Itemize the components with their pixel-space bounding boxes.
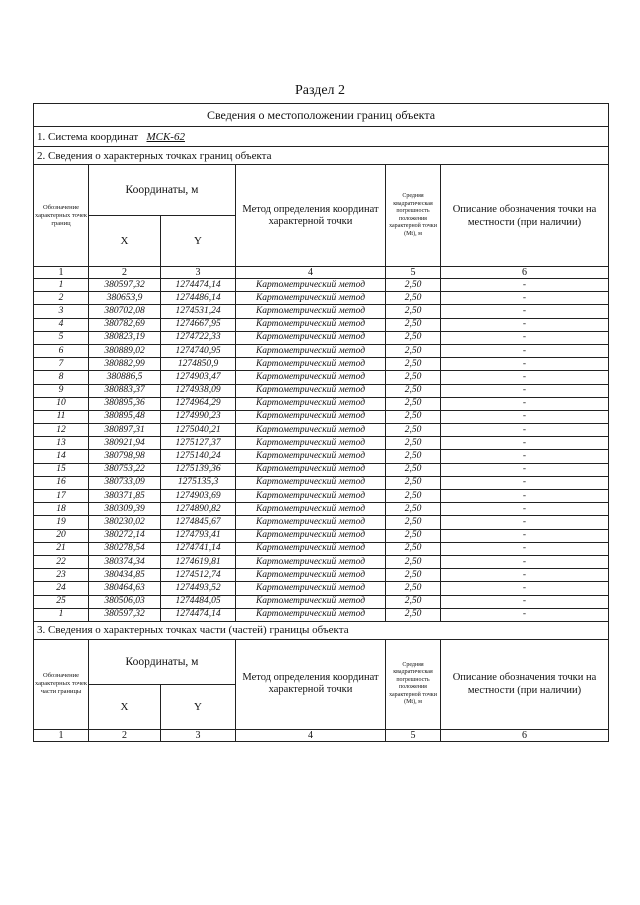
description: -	[441, 344, 609, 357]
description: -	[441, 318, 609, 331]
coord-y: 1275139,36	[161, 463, 236, 476]
table-row	[34, 358, 609, 371]
mt-value: 2,50	[386, 608, 441, 621]
table-row	[34, 595, 609, 608]
point-number: 7	[34, 358, 89, 371]
mt-value: 2,50	[386, 279, 441, 292]
mt-value: 2,50	[386, 384, 441, 397]
table-row	[34, 503, 609, 516]
coord-x: 380897,31	[89, 424, 161, 437]
col-num: 2	[89, 267, 161, 279]
method: Картометрический метод	[236, 476, 386, 489]
header-desc: Описание обозначения точки на местности (при наличии)	[441, 165, 609, 267]
coord-x: 380895,48	[89, 410, 161, 423]
point-number: 15	[34, 463, 89, 476]
description: -	[441, 595, 609, 608]
coord-y: 1274903,47	[161, 371, 236, 384]
coord-x: 380798,98	[89, 450, 161, 463]
coord-y: 1274850,9	[161, 358, 236, 371]
col-num: 2	[89, 729, 161, 741]
mt-value: 2,50	[386, 542, 441, 555]
coord-x: 380733,09	[89, 476, 161, 489]
coord-y: 1274531,24	[161, 305, 236, 318]
coord-x: 380886,5	[89, 371, 161, 384]
point-number: 17	[34, 490, 89, 503]
header3-obozn: Обозначение характерных точек части границы	[34, 639, 89, 729]
method: Картометрический метод	[236, 344, 386, 357]
table-row	[34, 318, 609, 331]
coord-y: 1274964,29	[161, 397, 236, 410]
description: -	[441, 516, 609, 529]
mt-value: 2,50	[386, 516, 441, 529]
mt-value: 2,50	[386, 318, 441, 331]
header3-y: Y	[161, 684, 236, 729]
mt-value: 2,50	[386, 463, 441, 476]
method: Картометрический метод	[236, 582, 386, 595]
method: Картометрический метод	[236, 371, 386, 384]
method: Картометрический метод	[236, 529, 386, 542]
method: Картометрический метод	[236, 463, 386, 476]
coord-x: 380782,69	[89, 318, 161, 331]
coord-y: 1274474,14	[161, 608, 236, 621]
description: -	[441, 608, 609, 621]
page-title: Раздел 2	[294, 83, 346, 98]
point-number: 20	[34, 529, 89, 542]
point-number: 23	[34, 569, 89, 582]
mt-value: 2,50	[386, 503, 441, 516]
table-row	[34, 582, 609, 595]
description: -	[441, 292, 609, 305]
point-number: 2	[34, 292, 89, 305]
mt-value: 2,50	[386, 450, 441, 463]
mt-value: 2,50	[386, 371, 441, 384]
description: -	[441, 371, 609, 384]
coord-y: 1274793,41	[161, 529, 236, 542]
description: -	[441, 424, 609, 437]
point-number: 18	[34, 503, 89, 516]
table-row	[34, 292, 609, 305]
coord-y: 1274845,67	[161, 516, 236, 529]
coord-x: 380921,94	[89, 437, 161, 450]
header3-method: Метод определения координат характерной точки	[236, 639, 386, 729]
header-method: Метод определения координат характерной точки	[236, 165, 386, 267]
coord-x: 380464,63	[89, 582, 161, 595]
col-num: 6	[441, 267, 609, 279]
coord-x: 380272,14	[89, 529, 161, 542]
mt-value: 2,50	[386, 595, 441, 608]
header3-coords: Координаты, м	[89, 639, 236, 684]
mt-value: 2,50	[386, 292, 441, 305]
table-row	[34, 344, 609, 357]
table-row	[34, 490, 609, 503]
header3-desc: Описание обозначения точки на местности (при наличии)	[441, 639, 609, 729]
coord-y: 1274903,69	[161, 490, 236, 503]
header-mt: Средняя квадратическая погрешность положения характерной точки (Mt), м	[386, 165, 441, 267]
coord-x: 380374,34	[89, 555, 161, 568]
description: -	[441, 410, 609, 423]
col-num: 1	[34, 267, 89, 279]
header-coords: Координаты, м	[89, 165, 236, 216]
mt-value: 2,50	[386, 555, 441, 568]
point-number: 12	[34, 424, 89, 437]
col-num: 1	[34, 729, 89, 741]
mt-value: 2,50	[386, 424, 441, 437]
coord-y: 1274890,82	[161, 503, 236, 516]
coord-y: 1275040,21	[161, 424, 236, 437]
table-row	[34, 397, 609, 410]
method: Картометрический метод	[236, 542, 386, 555]
description: -	[441, 331, 609, 344]
coord-x: 380434,85	[89, 569, 161, 582]
mt-value: 2,50	[386, 437, 441, 450]
table-row	[34, 529, 609, 542]
method: Картометрический метод	[236, 397, 386, 410]
point-number: 10	[34, 397, 89, 410]
description: -	[441, 529, 609, 542]
coord-x: 380653,9	[89, 292, 161, 305]
description: -	[441, 569, 609, 582]
coord-x: 380597,32	[89, 279, 161, 292]
description: -	[441, 490, 609, 503]
method: Картометрический метод	[236, 569, 386, 582]
table-row	[34, 371, 609, 384]
mt-value: 2,50	[386, 397, 441, 410]
coord-y: 1274938,09	[161, 384, 236, 397]
description: -	[441, 397, 609, 410]
coord-x: 380230,02	[89, 516, 161, 529]
mt-value: 2,50	[386, 490, 441, 503]
point-number: 13	[34, 437, 89, 450]
point-number: 1	[34, 279, 89, 292]
point-number: 16	[34, 476, 89, 489]
coord-x: 380753,22	[89, 463, 161, 476]
mt-value: 2,50	[386, 569, 441, 582]
col-num: 3	[161, 729, 236, 741]
method: Картометрический метод	[236, 437, 386, 450]
coord-y: 1274474,14	[161, 279, 236, 292]
coord-y: 1274740,95	[161, 344, 236, 357]
point-number: 1	[34, 608, 89, 621]
method: Картометрический метод	[236, 384, 386, 397]
description: -	[441, 305, 609, 318]
boundary-table	[33, 103, 609, 742]
table-row	[34, 450, 609, 463]
table-row	[34, 437, 609, 450]
method: Картометрический метод	[236, 410, 386, 423]
description: -	[441, 450, 609, 463]
mt-value: 2,50	[386, 344, 441, 357]
coord-y: 1274741,14	[161, 542, 236, 555]
point-number: 8	[34, 371, 89, 384]
col-num: 5	[386, 267, 441, 279]
mt-value: 2,50	[386, 529, 441, 542]
coord-y: 1274722,33	[161, 331, 236, 344]
table-row	[34, 608, 609, 621]
coord-x: 380823,19	[89, 331, 161, 344]
coord-y: 1275127,37	[161, 437, 236, 450]
coord-y: 1274493,52	[161, 582, 236, 595]
method: Картометрический метод	[236, 516, 386, 529]
table-row	[34, 542, 609, 555]
coord-x: 380371,85	[89, 490, 161, 503]
method: Картометрический метод	[236, 490, 386, 503]
point-number: 22	[34, 555, 89, 568]
mt-value: 2,50	[386, 305, 441, 318]
method: Картометрический метод	[236, 318, 386, 331]
point-number: 24	[34, 582, 89, 595]
point-number: 14	[34, 450, 89, 463]
description: -	[441, 279, 609, 292]
section2-title: 2. Сведения о характерных точках границ объекта	[34, 147, 609, 165]
table-row	[34, 555, 609, 568]
method: Картометрический метод	[236, 358, 386, 371]
coord-y: 1274667,95	[161, 318, 236, 331]
mt-value: 2,50	[386, 410, 441, 423]
table-title: Сведения о местоположении границ объекта	[34, 104, 609, 127]
point-number: 9	[34, 384, 89, 397]
mt-value: 2,50	[386, 582, 441, 595]
table-row	[34, 476, 609, 489]
point-number: 25	[34, 595, 89, 608]
col-num: 4	[236, 729, 386, 741]
description: -	[441, 476, 609, 489]
coord-y: 1274990,23	[161, 410, 236, 423]
col-num: 5	[386, 729, 441, 741]
point-number: 5	[34, 331, 89, 344]
table-row	[34, 410, 609, 423]
coord-system-value: МСК-62	[146, 130, 185, 143]
header-x: X	[89, 216, 161, 267]
description: -	[441, 582, 609, 595]
method: Картометрический метод	[236, 305, 386, 318]
coord-y: 1275140,24	[161, 450, 236, 463]
header3-x: X	[89, 684, 161, 729]
method: Картометрический метод	[236, 503, 386, 516]
coord-x: 380702,08	[89, 305, 161, 318]
coord-x: 380889,02	[89, 344, 161, 357]
coord-y: 1274486,14	[161, 292, 236, 305]
description: -	[441, 463, 609, 476]
header-obozn: Обозначение характерных точек границ	[34, 165, 89, 267]
method: Картометрический метод	[236, 424, 386, 437]
coord-x: 380278,54	[89, 542, 161, 555]
table-row	[34, 463, 609, 476]
table-row	[34, 305, 609, 318]
header-y: Y	[161, 216, 236, 267]
section3-title: 3. Сведения о характерных точках части (частей) границы объекта	[34, 621, 609, 639]
coord-y: 1275135,3	[161, 476, 236, 489]
coord-x: 380882,99	[89, 358, 161, 371]
description: -	[441, 503, 609, 516]
point-number: 3	[34, 305, 89, 318]
method: Картометрический метод	[236, 292, 386, 305]
table-row	[34, 384, 609, 397]
mt-value: 2,50	[386, 331, 441, 344]
coord-x: 380883,37	[89, 384, 161, 397]
table-row	[34, 516, 609, 529]
method: Картометрический метод	[236, 555, 386, 568]
method: Картометрический метод	[236, 450, 386, 463]
coord-y: 1274619,81	[161, 555, 236, 568]
method: Картометрический метод	[236, 279, 386, 292]
method: Картометрический метод	[236, 608, 386, 621]
table-row	[34, 569, 609, 582]
description: -	[441, 358, 609, 371]
point-number: 19	[34, 516, 89, 529]
method: Картометрический метод	[236, 595, 386, 608]
description: -	[441, 384, 609, 397]
description: -	[441, 542, 609, 555]
point-number: 21	[34, 542, 89, 555]
coord-x: 380597,32	[89, 608, 161, 621]
coord-y: 1274484,05	[161, 595, 236, 608]
point-number: 6	[34, 344, 89, 357]
coord-system-row	[34, 127, 609, 147]
mt-value: 2,50	[386, 358, 441, 371]
mt-value: 2,50	[386, 476, 441, 489]
coord-y: 1274512,74	[161, 569, 236, 582]
col-num: 4	[236, 267, 386, 279]
col-num: 3	[161, 267, 236, 279]
method: Картометрический метод	[236, 331, 386, 344]
point-number: 11	[34, 410, 89, 423]
coord-system-label: 1. Система координат	[37, 130, 139, 143]
point-number: 4	[34, 318, 89, 331]
description: -	[441, 555, 609, 568]
coord-x: 380506,03	[89, 595, 161, 608]
header3-mt: Средняя квадратическая погрешность положения характерной точки (Mt), м	[386, 639, 441, 729]
coord-x: 380309,39	[89, 503, 161, 516]
table-row	[34, 424, 609, 437]
table-row	[34, 279, 609, 292]
table-row	[34, 331, 609, 344]
col-num: 6	[441, 729, 609, 741]
description: -	[441, 437, 609, 450]
coord-x: 380895,36	[89, 397, 161, 410]
